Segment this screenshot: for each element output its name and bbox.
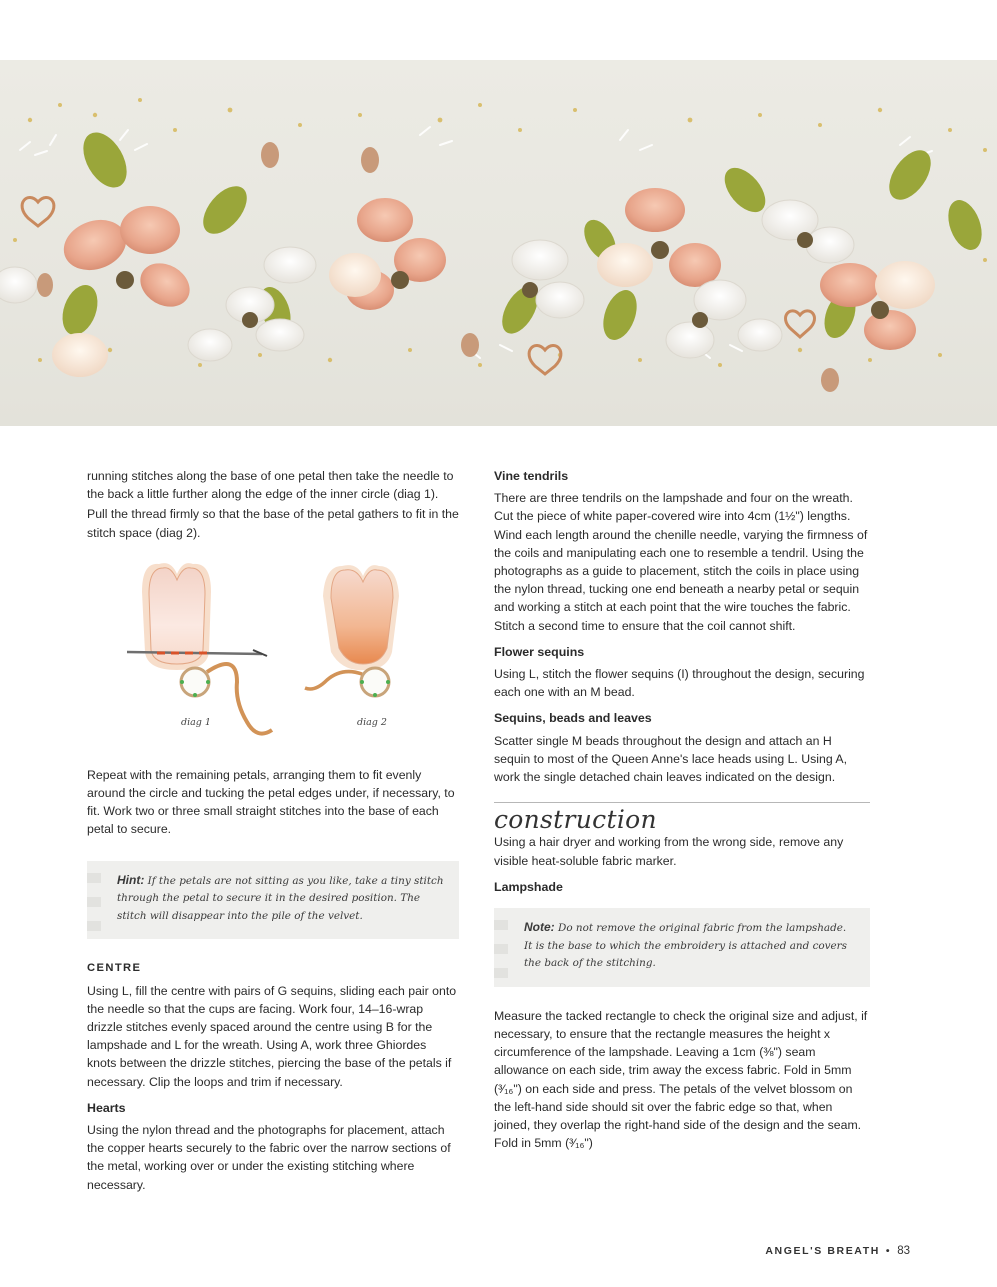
diag-2-drawing (305, 565, 399, 697)
note-label: Note: (524, 920, 555, 935)
sequins-beads-heading: Sequins, beads and leaves (494, 711, 652, 726)
paragraph-construction: Using a hair dryer and working from the wrong side, remove any visible heat-soluble fabric marker. (494, 835, 844, 868)
petal-diagrams (87, 552, 459, 752)
note-box (494, 908, 870, 987)
right-column (494, 467, 870, 1154)
hint-text: If the petals are not sitting as you like, take a tiny stitch through the petal to secure it in the desired position. The stitch will disappear into the pile of the velvet. (117, 874, 444, 922)
paragraph-flower-sequins: Using L, stitch the flower sequins (I) throughout the design, securing each one with an M bead. (494, 667, 865, 700)
lampshade-heading: Lampshade (494, 879, 563, 894)
note-text: Do not remove the original fabric from the lampshade. It is the base to which the embroidery is attached and covers the back of the stitching. (524, 922, 847, 970)
paragraph-sequins-beads: Scatter single M beads throughout the design and attach an H sequin to most of the Queen Anne's lace heads using L. Using A, work the single detached chain leaves indicated on the design. (494, 733, 848, 785)
paragraph-centre: Using L, fill the centre with pairs of G sequins, sliding each pair onto the needle so that the cups are facing. Work four, 14–16-wrap drizzle stitches evenly spaced around the centre using B for the lampshade and L for the wreath. Using A, work three Ghiordes knots between the drizzle stitches, piercing the base of the petals if necessary. Clip the loops and trim if necessary. (87, 983, 457, 1089)
hint-label: Hint: (117, 872, 145, 887)
centre-heading: CENTRE (87, 962, 142, 975)
section-divider (494, 802, 870, 803)
vine-tendrils-heading: Vine tendrils (494, 469, 569, 483)
diag-1-drawing (127, 563, 272, 733)
paragraph-pull-thread: Pull the thread firmly so that the base of the petal gathers to fit in the stitch space (diag 2). (87, 507, 459, 540)
petal-diagram-illustration (87, 552, 459, 752)
footer-separator: • (885, 1245, 892, 1257)
paragraph-repeat-petals: Repeat with the remaining petals, arranging them to fit evenly around the circle and tucking the petal edges under, if necessary, to fit. Work two or three small straight stitches into the base of each petal to secure. (87, 767, 455, 837)
diag-1-label: diag 1 (181, 716, 211, 728)
embroidery-photo (0, 60, 997, 426)
hint-box (87, 861, 459, 940)
left-column (87, 467, 459, 1196)
paragraph-running-stitches: running stitches along the base of one petal then take the needle to the back a little further along the edge of the inner circle (diag 1). (87, 469, 454, 502)
diag-2-label: diag 2 (357, 716, 387, 728)
hearts-heading: Hearts (87, 1100, 126, 1115)
paragraph-vine-tendrils: There are three tendrils on the lampshade and four on the wreath. Cut the piece of white paper-covered wire into 4cm (1½") lengths. Wind each length around the chenille needle, varying the firmness of the coils and manipulating each one to resemble a tendril. Using the photographs as a guide to placement, stitch the coils in place using the nylon thread, tucking one end beneath a nearby petal or sequin and working a stitch at each point that the wire touches the fabric. Stitch a second time to ensure that the coil cannot shift. (494, 491, 868, 633)
embroidery-illustration (0, 60, 997, 426)
paragraph-hearts: Using the nylon thread and the photographs for placement, attach the copper hearts securely to the fabric over the narrow sections of the metal, working over or under the existing stitching where necessary. (87, 1123, 451, 1192)
page-number: 83 (897, 1245, 910, 1257)
paragraph-measure: Measure the tacked rectangle to check the original size and adjust, if necessary, to ensure that the rectangle measures the height x circumference of the lampshade. Leaving a 1cm (⅜") seam allowance on each side, trim away the excess fabric. Fold in 5mm (³⁄₁₆") on each side and press. The petals of the velvet blossom on the left-hand side should sit over the fabric edge so that, when joined, they overlap the right-hand side of the design and the seam. Fold in 5mm (³⁄₁₆") (494, 1008, 868, 1151)
footer-title: ANGEL'S BREATH (765, 1245, 880, 1257)
flower-sequins-heading: Flower sequins (494, 644, 585, 659)
construction-title: construction (494, 805, 657, 835)
page-footer (765, 1245, 910, 1257)
